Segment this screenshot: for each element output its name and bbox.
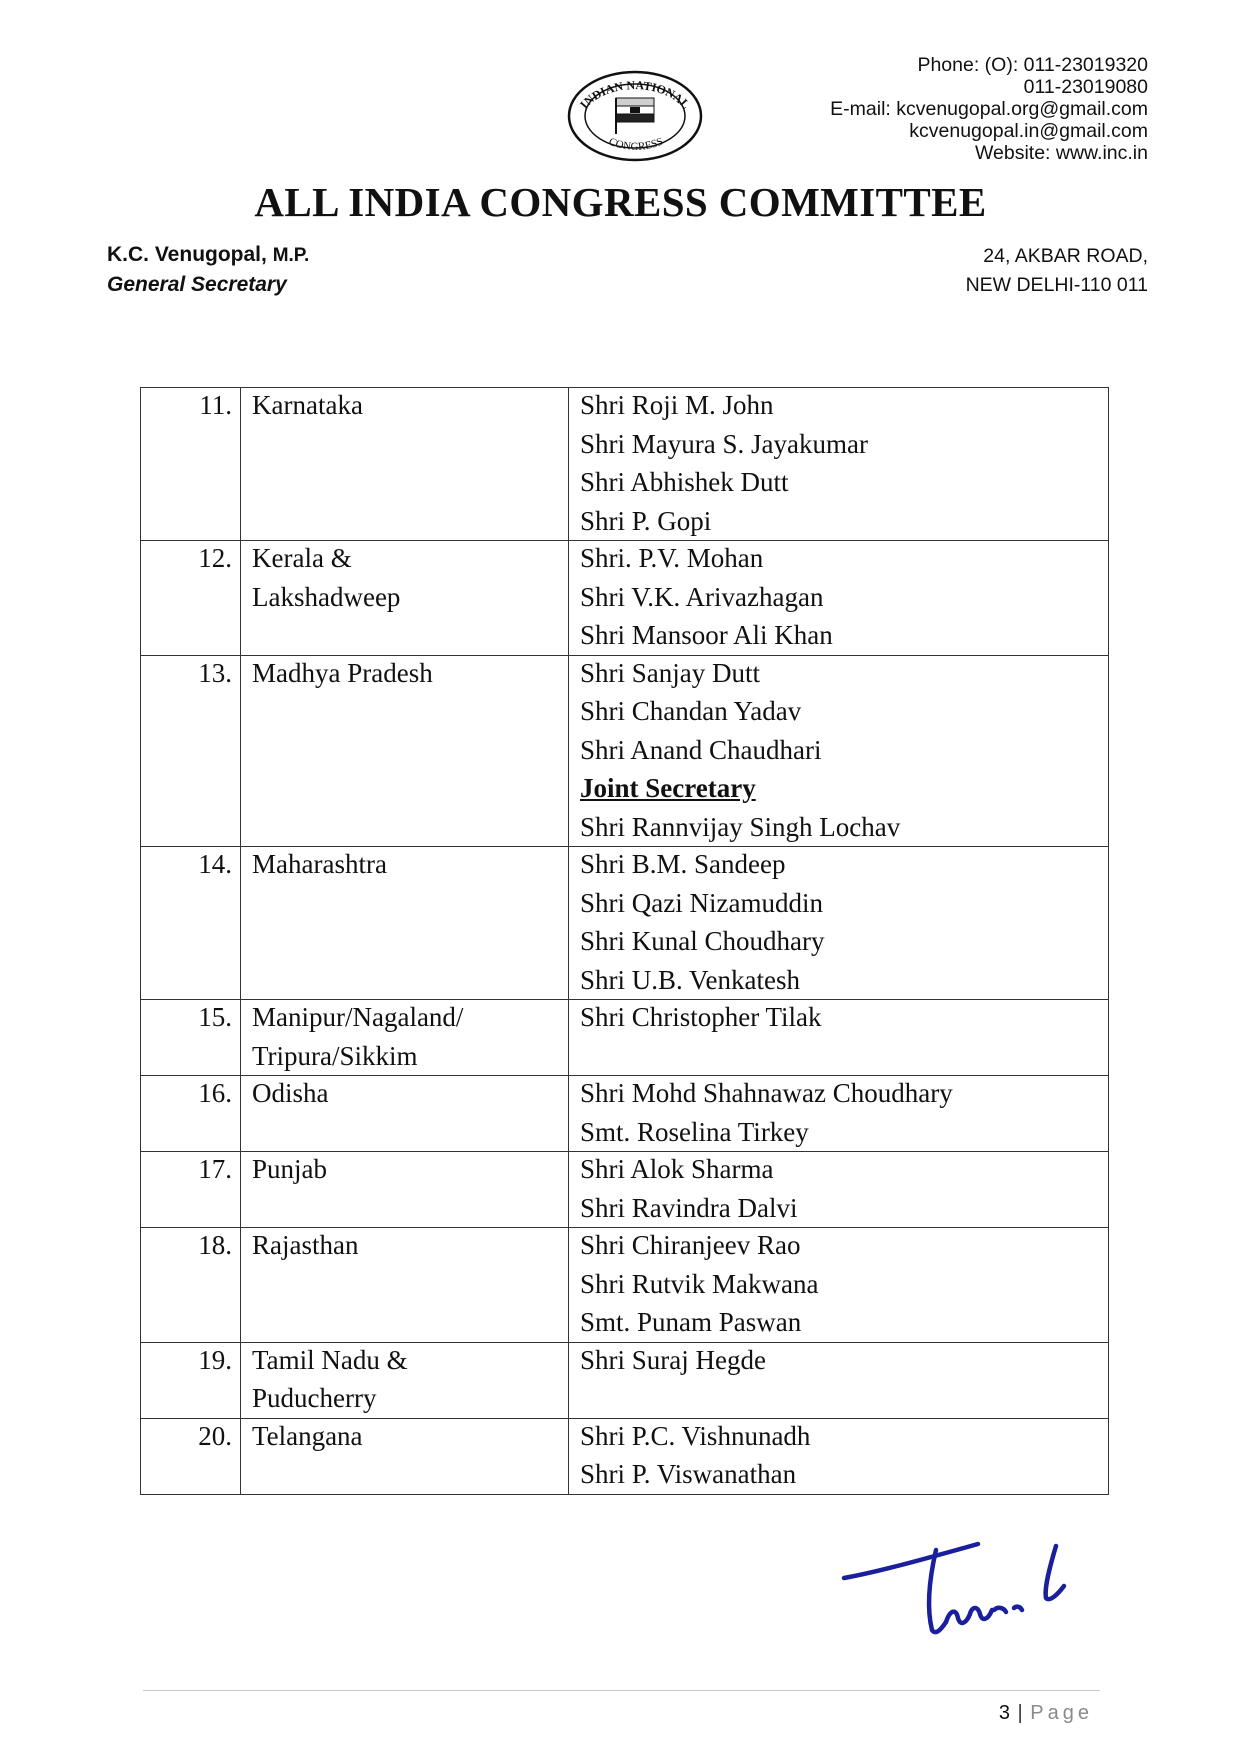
table-row (141, 655, 1109, 847)
row-number (141, 1000, 241, 1076)
row-number-text: 12. (198, 543, 232, 573)
row-number-text: 17. (198, 1154, 232, 1184)
person-name: Shri Rannvijay Singh Lochav (580, 811, 901, 842)
table-row (141, 541, 1109, 656)
row-number (141, 1342, 241, 1418)
person-name: Shri Mohd Shahnawaz Choudhary (580, 1078, 953, 1108)
row-number-text: 20. (198, 1420, 232, 1451)
logo-text-top: INDIAN NATIONAL (576, 78, 693, 112)
state-cell (241, 1418, 569, 1494)
state-cell (241, 1228, 569, 1343)
state-cell (241, 541, 569, 656)
names-cell (569, 1342, 1109, 1418)
allocation-table (140, 387, 1109, 1495)
signature (838, 1536, 1098, 1646)
state-name: Tamil Nadu & (252, 1344, 408, 1375)
state-cell (241, 1076, 569, 1152)
person-name: Shri Alok Sharma (580, 1154, 774, 1184)
person-name: Shri Christopher Tilak (580, 1002, 822, 1032)
state-name: Karnataka (252, 390, 363, 420)
address-line-2: NEW DELHI-110 011 (965, 274, 1148, 296)
sender-name: K.C. Venugopal, (107, 243, 267, 266)
state-name: Puducherry (252, 1383, 377, 1413)
person-name: Shri P. Viswanathan (580, 1459, 797, 1489)
row-number (141, 1076, 241, 1152)
state-name: Maharashtra (252, 849, 387, 879)
state-cell (241, 847, 569, 1000)
person-name: Shri Roji M. John (580, 390, 774, 420)
person-name: Shri Suraj Hegde (580, 1344, 766, 1375)
state-cell (241, 1342, 569, 1418)
state-cell (241, 1000, 569, 1076)
person-name: Shri P.C. Vishnunadh (580, 1420, 811, 1451)
svg-text:CONGRESS (607, 136, 665, 153)
address-line-1: 24, AKBAR ROAD, (983, 245, 1148, 267)
names-cell (569, 1000, 1109, 1076)
email-line: E-mail: kcvenugopal.org@gmail.com (830, 98, 1148, 120)
names-cell (569, 541, 1109, 656)
person-name: Shri P. Gopi (580, 505, 712, 536)
person-name: Shri Qazi Nizamuddin (580, 887, 823, 918)
row-number-text: 15. (198, 1002, 232, 1032)
person-name: Smt. Punam Paswan (580, 1307, 802, 1337)
state-cell (241, 1152, 569, 1228)
row-number-text: 16. (198, 1078, 232, 1108)
table-row (141, 388, 1109, 541)
row-number (141, 541, 241, 656)
table-row (141, 1000, 1109, 1076)
row-number (141, 1152, 241, 1228)
inc-logo (566, 68, 704, 164)
names-cell (569, 1152, 1109, 1228)
row-number (141, 1418, 241, 1494)
state-name: Odisha (252, 1078, 329, 1108)
contact-block (830, 54, 1148, 164)
person-name: Shri Mansoor Ali Khan (580, 620, 833, 650)
person-name: Shri Ravindra Dalvi (580, 1192, 798, 1223)
state-name: Madhya Pradesh (252, 657, 433, 688)
row-number-text: 11. (199, 390, 232, 420)
table-row (141, 1228, 1109, 1343)
names-cell (569, 1418, 1109, 1494)
state-name: Rajasthan (252, 1230, 359, 1260)
page-label: Page (1030, 1702, 1093, 1724)
row-number (141, 388, 241, 541)
letterhead-title: ALL INDIA CONGRESS COMMITTEE (254, 179, 987, 225)
phone-line: Phone: (O): 011-23019320 (917, 54, 1148, 76)
row-number-text: 19. (198, 1344, 232, 1375)
names-cell (569, 1076, 1109, 1152)
joint-secretary-heading: Joint Secretary (580, 773, 756, 803)
person-name: Shri Abhishek Dutt (580, 467, 789, 497)
person-name: Shri U.B. Venkatesh (580, 964, 800, 995)
sender-block (107, 240, 309, 299)
names-cell (569, 847, 1109, 1000)
allocation-table-body (141, 388, 1109, 1495)
person-name: Shri B.M. Sandeep (580, 849, 786, 879)
sender-suffix: M.P. (272, 245, 310, 266)
person-name: Smt. Roselina Tirkey (580, 1116, 809, 1147)
website-line: Website: www.inc.in (974, 142, 1148, 164)
page-number-footer (999, 1702, 1093, 1725)
page-number: 3 (998, 1702, 1011, 1724)
table-row (141, 1076, 1109, 1152)
table-row (141, 847, 1109, 1000)
state-name: Tripura/Sikkim (252, 1040, 418, 1071)
sender-role: General Secretary (107, 273, 287, 296)
row-number (141, 655, 241, 847)
table-row (141, 1152, 1109, 1228)
row-number-text: 13. (198, 657, 232, 688)
person-name: Shri. P.V. Mohan (580, 543, 764, 573)
table-row (141, 1342, 1109, 1418)
person-name: Shri Chiranjeev Rao (580, 1230, 801, 1260)
phone-line-2: 011-23019080 (1023, 76, 1148, 98)
person-name: Shri Rutvik Makwana (580, 1268, 819, 1299)
row-number-text: 18. (198, 1230, 232, 1260)
person-name: Shri V.K. Arivazhagan (580, 581, 824, 612)
state-cell (241, 388, 569, 541)
page-separator: | (1017, 1702, 1024, 1724)
person-name: Shri Kunal Choudhary (580, 926, 825, 956)
names-cell (569, 655, 1109, 847)
names-cell (569, 388, 1109, 541)
table-row (141, 1418, 1109, 1494)
names-cell (569, 1228, 1109, 1343)
row-number-text: 14. (198, 849, 232, 879)
state-name: Kerala & (252, 543, 352, 573)
state-cell (241, 655, 569, 847)
row-number (141, 847, 241, 1000)
person-name: Shri Mayura S. Jayakumar (580, 428, 868, 459)
state-name: Punjab (252, 1154, 328, 1184)
state-name: Telangana (252, 1420, 363, 1451)
person-name: Shri Chandan Yadav (580, 696, 802, 726)
address-block (966, 242, 1148, 300)
person-name: Shri Sanjay Dutt (580, 657, 760, 688)
footer-rule (143, 1690, 1100, 1691)
email-line-2: kcvenugopal.in@gmail.com (909, 120, 1148, 142)
logo-text-bottom: CONGRESS (607, 135, 665, 154)
row-number (141, 1228, 241, 1343)
state-name: Manipur/Nagaland/ (252, 1002, 464, 1032)
person-name: Shri Anand Chaudhari (580, 734, 822, 765)
state-name: Lakshadweep (252, 581, 401, 612)
